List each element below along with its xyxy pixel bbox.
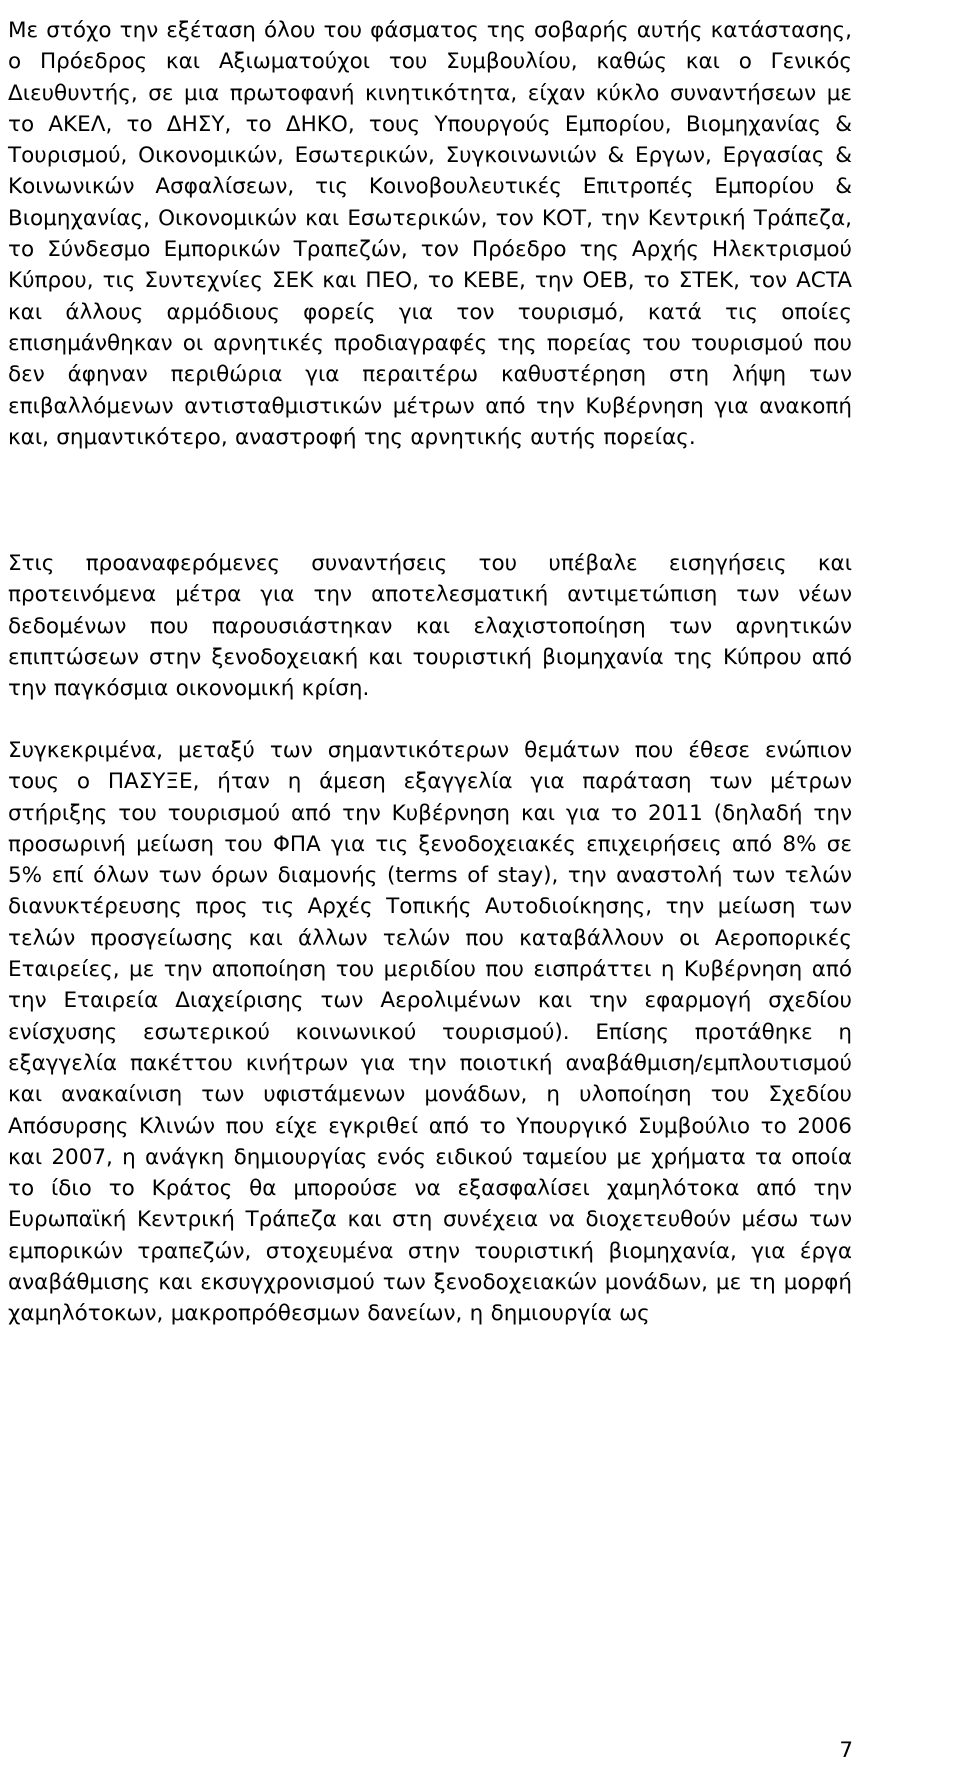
paragraph-proposals: Στις προαναφερόμενες συναντήσεις του υπέβαλε εισηγήσεις και προτεινόμενα μέτρα για την αποτελεσματική αντιμετώπιση των νέων δεδομένων που παρουσιάστηκαν και ελαχιστοποίηση των αρνητικών επιπτώσεων στην ξενοδοχειακή και τουριστική βιομηχανία της Κύπρου από την παγκόσμια οικονομική κρίση. [8, 551, 852, 702]
paragraph-specific-measures: Συγκεκριμένα, μεταξύ των σημαντικότερων θεμάτων που έθεσε ενώπιον τους ο ΠΑΣΥΞΕ, ήταν η άμεση εξαγγελία για παράταση των μέτρων στήριξης του τουρισμού από την Κυβέρνηση και για το 2011 (δηλαδή την προσωρινή μείωση του ΦΠΑ για τις ξενοδοχειακές επιχειρήσεις από 8% σε 5% επί όλων των όρων διαμονής (terms of stay), την αναστολή των τελών διανυκτέρευσης προς τις Αρχές Τοπικής Αυτοδιοίκησης, την μείωση των τελών προσγείωσης και άλλων τελών που καταβάλλουν οι Αεροπορικές Εταιρείες, με την αποποίηση του μεριδίου που εισπράττει η Κυβέρνηση από την Εταιρεία Διαχείρισης των Αερολιμένων και την εφαρμογή σχεδίου ενίσχυσης εσωτερικού κοινωνικού τουρισμού). Επίσης προτάθηκε η εξαγγελία πακέττου κινήτρων για την ποιοτική αναβάθμιση/εμπλουτισμού και ανακαίνιση των υφιστάμενων μονάδων, η υλοποίηση του Σχεδίου Απόσυρσης Κλινών που είχε εγκριθεί από το Υπουργικό Συμβούλιο το 2006 και 2007, η ανάγκη δημιουργίας ενός ειδικού ταμείου με χρήματα τα οποία το ίδιο το Κράτος θα μπορούσε να εξασφαλίσει χαμηλότοκα από την Ευρωπαϊκή Κεντρική Τράπεζα και στη συνέχεια να διοχετευθούν μέσω των εμπορικών τραπεζών, στοχευμένα στην τουριστική βιομηχανία, για έργα αναβάθμισης και εκσυγχρονισμού των ξενοδοχειακών μονάδων, με τη μορφή χαμηλότοκων, μακροπρόθεσμων δανείων, η δημιουργία ως [8, 738, 852, 1327]
paragraph-meetings: Με στόχο την εξέταση όλου του φάσματος της σοβαρής αυτής κατάστασης, ο Πρόεδρος και Αξιωματούχοι του Συμβουλίου, καθώς και ο Γενικός Διευθυντής, σε μια πρωτοφανή κινητικότητα, είχαν κύκλο συναντήσεων με το ΑΚΕΛ, το ΔΗΣΥ, το ΔΗΚΟ, τους Υπουργούς Εμπορίου, Βιομηχανίας & Τουρισμού, Οικονομικών, Εσωτερικών, Συγκοινωνιών & Εργων, Εργασίας & Κοινωνικών Ασφαλίσεων, τις Κοινοβουλευτικές Επιτροπές Εμπορίου & Βιομηχανίας, Οικονομικών και Εσωτερικών, τον ΚΟΤ, την Κεντρική Τράπεζα, το Σύνδεσμο Εμπορικών Τραπεζών, τον Πρόεδρο της Αρχής Ηλεκτρισμού Κύπρου, τις Συντεχνίες ΣΕΚ και ΠΕΟ, το ΚΕΒΕ, την ΟΕΒ, το ΣΤΕΚ, τον ΑCTA και άλλους αρμόδιους φορείς για τον τουρισμό, κατά τις οποίες επισημάνθηκαν οι αρνητικές προδιαγραφές της πορείας του τουρισμού που δεν άφηναν περιθώρια για περαιτέρω καθυστέρηση στη λήψη των επιβαλλόμενων αντισταθμιστικών μέτρων από την Κυβέρνηση για ανακοπή και, σημαντικότερο, αναστροφή της αρνητικής αυτής πορείας. [8, 18, 852, 450]
page-number: 7 [839, 1738, 853, 1763]
